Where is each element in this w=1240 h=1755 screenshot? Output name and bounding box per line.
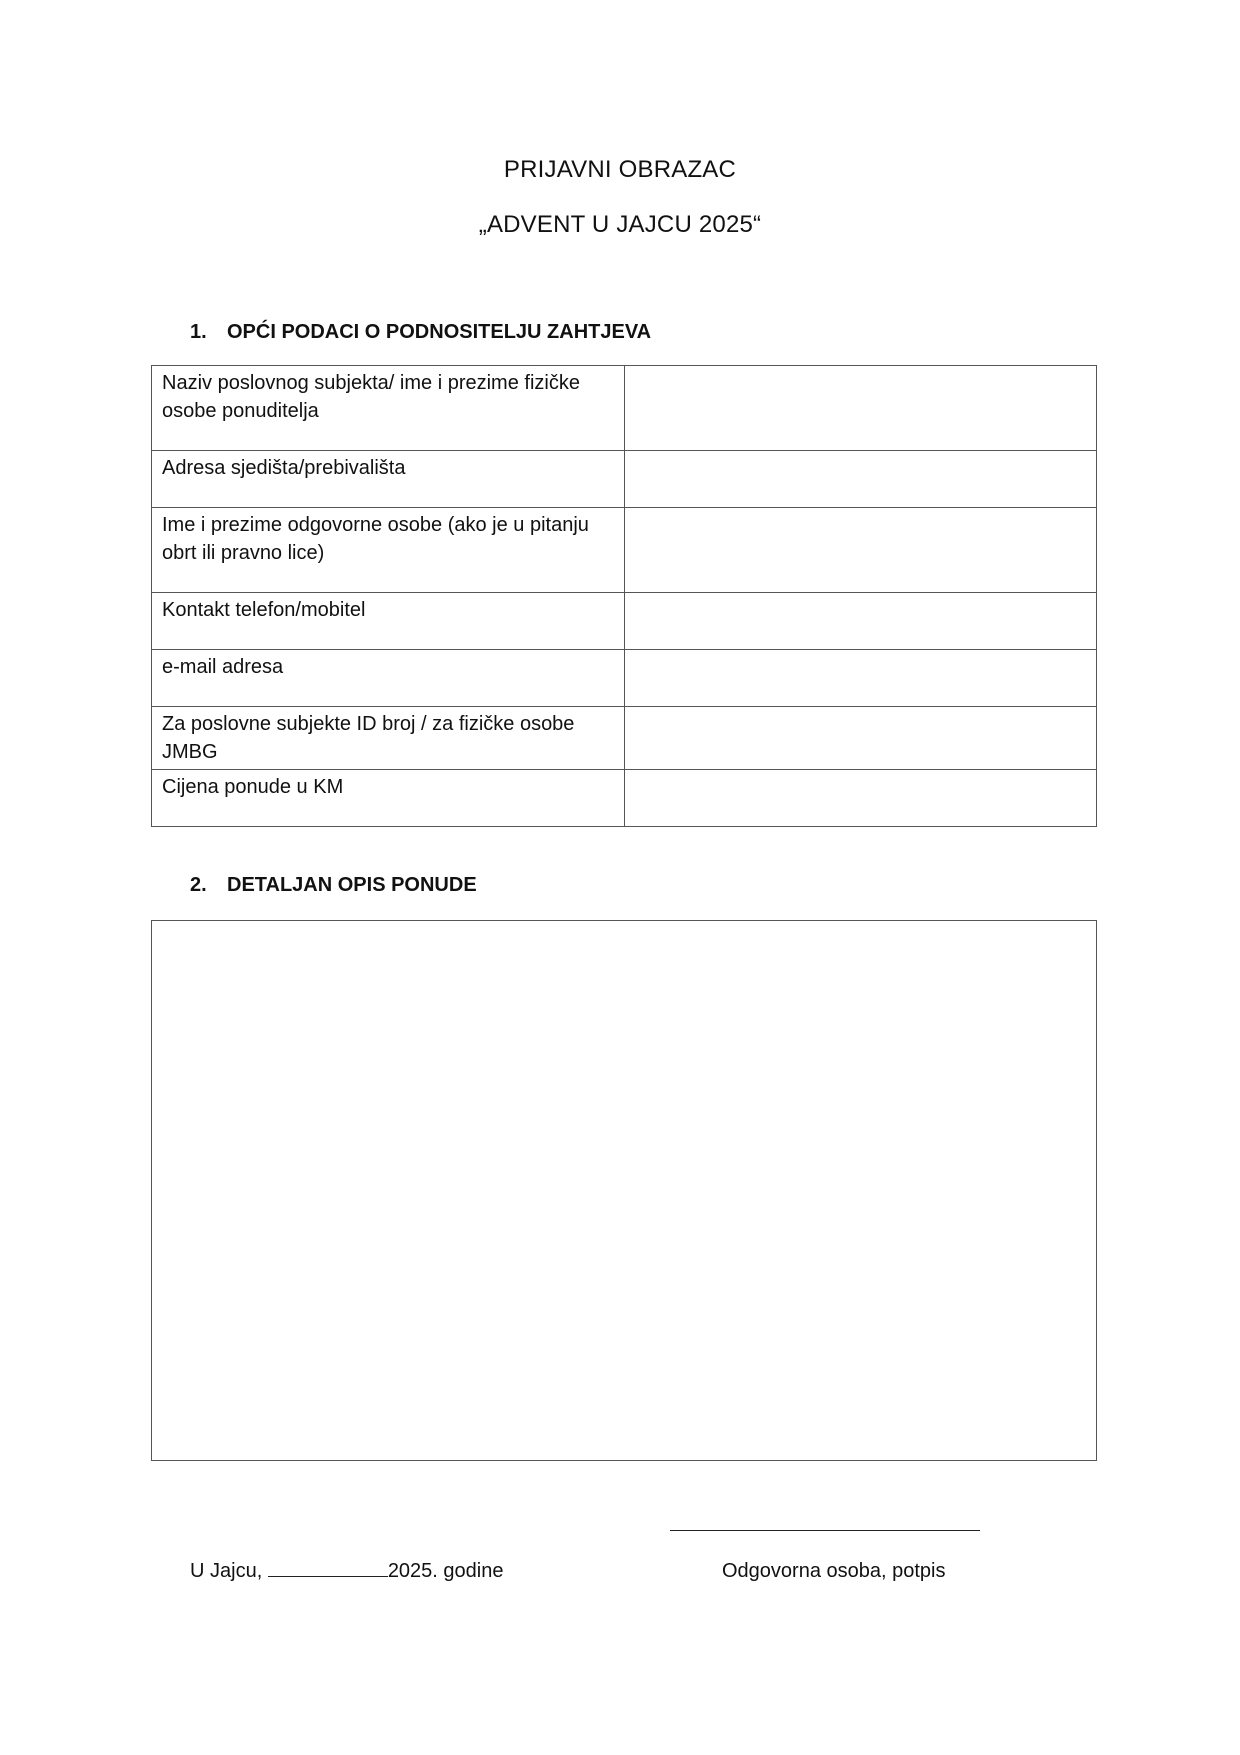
row-value-business-name[interactable] [625, 366, 1097, 451]
row-value-responsible-person[interactable] [625, 508, 1097, 593]
section-1-heading [190, 319, 651, 345]
table-row [152, 650, 1097, 707]
section-1-number: 1. [190, 321, 207, 343]
row-label-business-name: Naziv poslovnog subjekta/ ime i prezime fizičke osobe ponuditelja [152, 366, 625, 451]
row-value-email[interactable] [625, 650, 1097, 707]
date-blank[interactable] [268, 1558, 388, 1577]
row-label-email: e-mail adresa [152, 650, 625, 707]
row-label-responsible-person: Ime i prezime odgovorne osobe (ako je u pitanju obrt ili pravno lice) [152, 508, 625, 593]
signature-line[interactable] [670, 1530, 980, 1531]
offer-description-box[interactable] [151, 920, 1097, 1461]
document-title: PRIJAVNI OBRAZAC [503, 156, 737, 183]
section-1-title: OPĆI PODACI O PODNOSITELJU ZAHTJEVA [227, 321, 652, 343]
document-subtitle: „ADVENT U JAJCU 2025“ [478, 211, 762, 238]
table-row [152, 451, 1097, 508]
applicant-info-table [151, 365, 1097, 827]
row-value-id-number[interactable] [625, 707, 1097, 770]
signature-label: Odgovorna osoba, potpis [722, 1560, 946, 1582]
row-value-address[interactable] [625, 451, 1097, 508]
table-row [152, 508, 1097, 593]
row-value-price[interactable] [625, 770, 1097, 827]
row-value-phone[interactable] [625, 593, 1097, 650]
date-suffix: 2025. godine [387, 1560, 504, 1582]
section-2-heading [190, 872, 477, 898]
row-label-id-number: Za poslovne subjekte ID broj / za fizičke osobe JMBG [152, 707, 625, 770]
table-row [152, 593, 1097, 650]
table-row [152, 707, 1097, 770]
table-row [152, 366, 1097, 451]
place-prefix: U Jajcu, [190, 1560, 263, 1582]
section-2-title: DETALJAN OPIS PONUDE [227, 874, 477, 896]
table-row [152, 770, 1097, 827]
row-label-address: Adresa sjedišta/prebivališta [152, 451, 625, 508]
row-label-price: Cijena ponude u KM [152, 770, 625, 827]
section-2-number: 2. [190, 874, 207, 896]
place-date-line [190, 1557, 503, 1585]
row-label-phone: Kontakt telefon/mobitel [152, 593, 625, 650]
